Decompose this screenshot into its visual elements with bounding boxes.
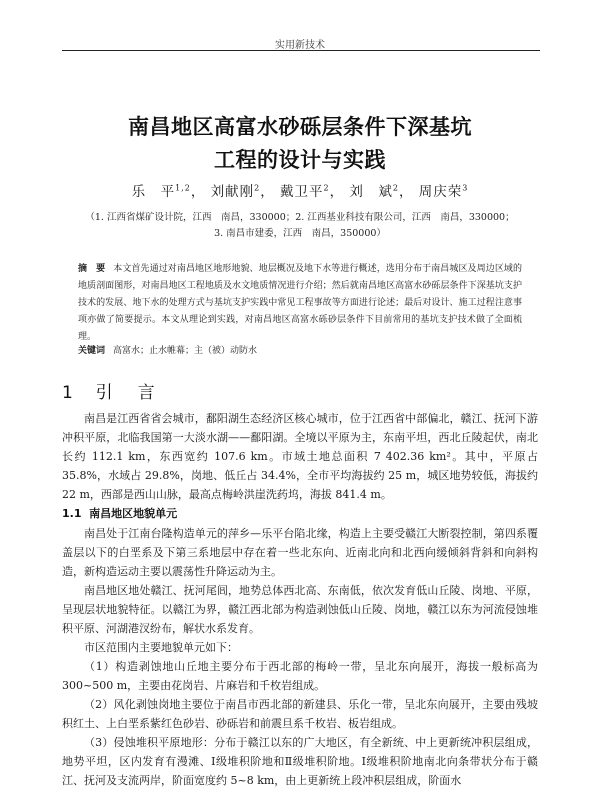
author-affiliation-mark: 2 bbox=[392, 183, 399, 193]
section-heading-introduction bbox=[62, 378, 159, 403]
paper-title-line-1: 南昌地区高富水砂砾层条件下深基坑 bbox=[128, 115, 472, 139]
body-paragraph: 南昌地区地处赣江、抚河尾闾，地势总体西北高、东南低，依次发育低山丘陵、岗地、平原，呈现层状地貌特征。以赣江为界，赣江西北部为构造剥蚀低山丘陵、岗地，赣江以东为河流侵蚀堆积平原、河湖港汊纷布，解状水系发育。 bbox=[62, 584, 538, 635]
author-affiliation-mark: 2 bbox=[254, 183, 261, 193]
affiliation-line-1: （1. 江西省煤矿设计院，江西 南昌，330000；2. 江西基业科技有限公司，江西 南昌，330000； bbox=[85, 212, 515, 223]
journal-section-label: 实用新技术 bbox=[275, 40, 325, 51]
author-list bbox=[0, 180, 600, 200]
abstract bbox=[78, 261, 522, 346]
abstract-text: 本文首先通过对南昌地区地形地貌、地层概况及地下水等进行概述，选用分布于南昌城区及周边区域的地质剖面图形，对南昌地区工程地质及水文地质情况进行介绍；然后就南昌地区高富水砂砾层条件下深基坑支护技术的发展、地下水的处理方式与基坑支护实践中常见工程事故等方面进行论述；最后对设计、施工过程注意事项亦做了简要提示。本文从理论到实践，对南昌地区高富水砾砂层条件下目前常用的基坑支护技术做了全面梳理。 bbox=[78, 264, 522, 342]
body-paragraph: 市区范围内主要地貌单元如下： bbox=[84, 641, 238, 654]
paper-title-line-2: 工程的设计与实践 bbox=[214, 148, 386, 172]
author-affiliation-mark: 2 bbox=[323, 183, 330, 193]
author-separator: ， bbox=[399, 184, 414, 200]
keywords-label: 关键词 bbox=[78, 346, 106, 356]
intro-body bbox=[62, 409, 538, 504]
author-affiliation-mark: 1,2 bbox=[175, 183, 191, 193]
author-name: 周庆荣 bbox=[418, 184, 463, 200]
author-name: 刘献刚 bbox=[210, 184, 255, 200]
section-number: 1 bbox=[62, 383, 77, 403]
body-paragraph: 南昌处于江南台隆构造单元的萍乡—乐平台陷北缘，构造上主要受赣江大断裂控制，第四系覆盖层以下的白垩系及下第三系地层中存在着一些北东向、近南北向和北西向缓倾斜背斜和向斜构造，新构造运动主要以震荡性升降运动为主。 bbox=[62, 527, 538, 578]
body-paragraph: （1）构造剥蚀地山丘地主要分布于西北部的梅岭一带，呈北东向展开，海拔一般标高为 300~500 m，主要由花岗岩、片麻岩和千枚岩组成。 bbox=[62, 660, 538, 692]
subsection-number: 1.1 bbox=[62, 507, 82, 520]
author-name: 刘 斌 bbox=[349, 184, 393, 200]
body-paragraph: （2）风化剥蚀岗地主要位于南昌市西北部的新建县、乐化一带，呈北东向展开，主要由残坡积红土、上白垩系紫红色砂岩、砂砾岩和前震旦系千枚岩、板岩组成。 bbox=[62, 698, 538, 730]
author-separator: ， bbox=[260, 184, 275, 200]
body-paragraph: 南昌是江西省省会城市，鄱阳湖生态经济区核心城市，位于江西省中部偏北，赣江、抚河下游冲积平原，北临我国第一大淡水湖——鄱阳湖。全境以平原为主，东南平坦，西北丘陵起伏，南北长约 112.1 km，东西宽约 107.6 km。市域土地总面积 7 402.36 km²。其中，平原占 35.8%，水域占 29.8%，岗地、低丘占 34.4%，全市平均海拔约 25 m，城区地势较低，海拔约 22 m，西部是西山山脉，最高点梅岭洪崖洗药坞，海拔 841.4 m。 bbox=[62, 412, 538, 501]
keywords-text: 高富水；止水帷幕；主（被）动防水 bbox=[113, 346, 258, 356]
author-separator: ， bbox=[329, 184, 345, 200]
author-affiliation-mark: 3 bbox=[462, 183, 469, 193]
keywords bbox=[78, 343, 522, 356]
author-separator: ， bbox=[190, 184, 206, 200]
abstract-label: 摘 要 bbox=[78, 264, 106, 274]
author-name: 乐 平 bbox=[131, 184, 176, 200]
landform-body bbox=[62, 524, 538, 790]
section-title: 引 言 bbox=[95, 383, 159, 403]
body-paragraph: （3）侵蚀堆积平原地形：分布于赣江以东的广大地区，有全新统、中上更新统冲积层组成，地势平坦，区内发育有漫滩、Ⅰ级堆积阶地和Ⅱ级堆积阶地。Ⅰ级堆积阶地南北向条带状分布于赣江、抚河及支流两岸，阶面宽度约 5~8 km，由上更新统上段冲积层组成，阶面水 bbox=[62, 736, 538, 787]
author-name: 戴卫平 bbox=[280, 184, 324, 200]
header-divider bbox=[62, 50, 540, 51]
affiliation-line-2: 3. 南昌市建委，江西 南昌，350000） bbox=[214, 228, 386, 239]
subsection-heading-landform bbox=[62, 505, 177, 521]
subsection-title: 南昌地区地貌单元 bbox=[89, 507, 178, 520]
